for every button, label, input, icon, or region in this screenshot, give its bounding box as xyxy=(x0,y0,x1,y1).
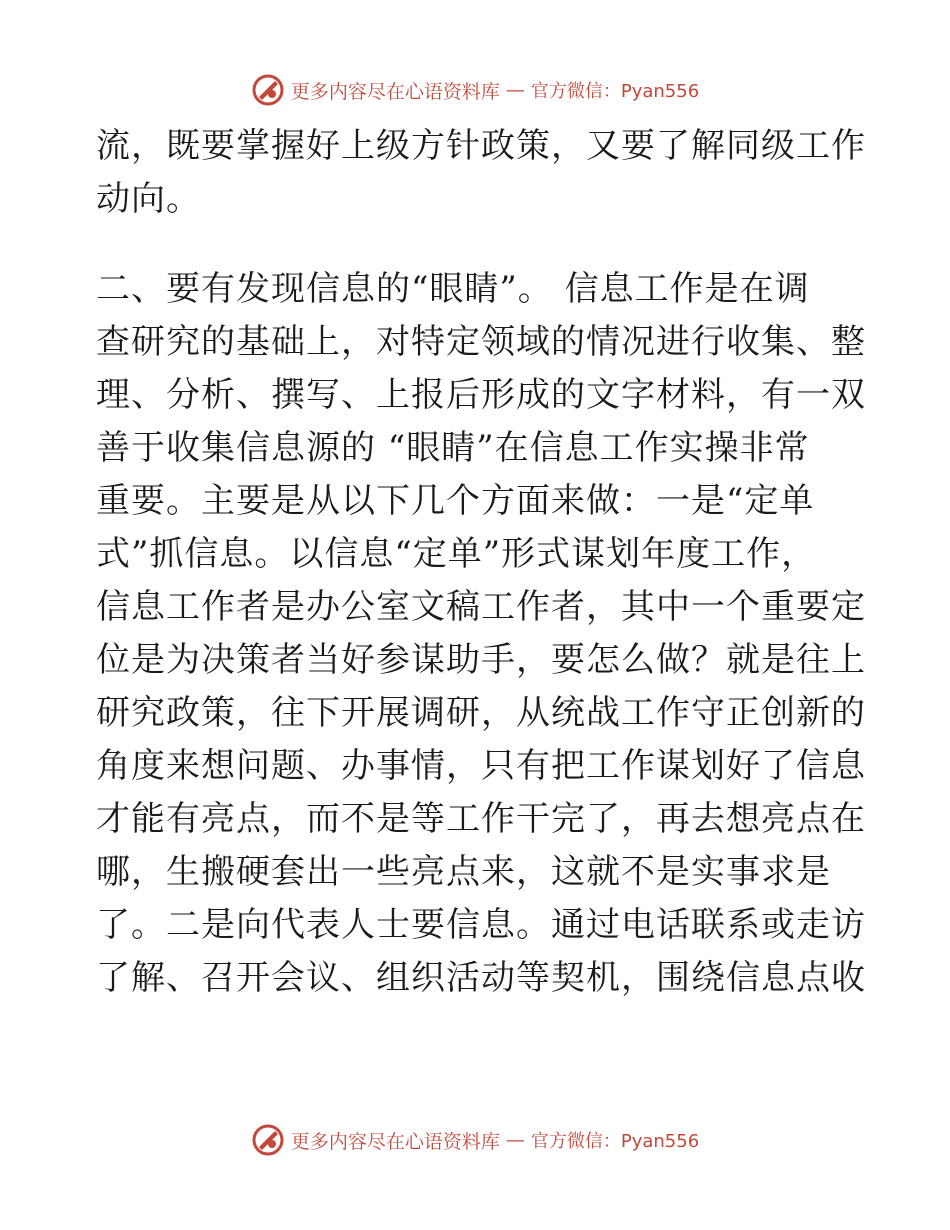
watermark-separator: — xyxy=(505,79,525,101)
text-line: 才能有亮点，而不是等工作干完了，再去想亮点在 xyxy=(96,799,866,839)
text-line: 了解、召开会议、组织活动等契机，围绕信息点收 xyxy=(96,958,866,998)
text-line: 理、分析、撰写、上报后形成的文字材料，有一双 xyxy=(96,375,866,415)
text-line: 了。二是向代表人士要信息。通过电话联系或走访 xyxy=(96,905,866,945)
watermark-contact: 官方微信：Pyan556 xyxy=(530,81,700,102)
text-line: 流，既要掌握好上级方针政策，又要了解同级工作 xyxy=(96,126,866,166)
text-line: 信息工作者是办公室文稿工作者，其中一个重要定 xyxy=(96,587,866,627)
paragraph-1 xyxy=(96,120,866,226)
header-watermark xyxy=(0,70,950,110)
watermark-separator: — xyxy=(505,1129,525,1151)
text-line: 式”抓信息。以信息“定单”形式谋划年度工作， xyxy=(96,534,817,574)
text-line: 重要。主要是从以下几个方面来做：一是“定单 xyxy=(96,481,815,521)
text-line: 研究政策，往下开展调研，从统战工作守正创新的 xyxy=(96,693,866,733)
text-line: 位是为决策者当好参谋助手，要怎么做？就是往上 xyxy=(96,640,866,680)
text-line: 二、要有发现信息的“眼睛”。 信息工作是在调 xyxy=(96,269,810,309)
watermark-contact: 官方微信：Pyan556 xyxy=(530,1131,700,1152)
footer-watermark xyxy=(0,1120,950,1160)
paragraph-gap xyxy=(96,226,856,263)
text-line: 善于收集信息源的 “眼睛”在信息工作实操非常 xyxy=(96,428,810,468)
text-line: 动向。 xyxy=(96,179,201,219)
watermark-logo-icon xyxy=(251,1123,285,1157)
text-line: 角度来想问题、办事情，只有把工作谋划好了信息 xyxy=(96,746,866,786)
watermark-text: 更多内容尽在心语资料库 xyxy=(290,1130,500,1153)
paragraph-2 xyxy=(96,263,866,1005)
watermark-text: 更多内容尽在心语资料库 xyxy=(290,80,500,103)
text-line: 查研究的基础上，对特定领域的情况进行收集、整 xyxy=(96,322,866,362)
document-body xyxy=(96,120,866,1005)
text-line: 哪，生搬硬套出一些亮点来，这就不是实事求是 xyxy=(96,852,831,892)
watermark-logo-icon xyxy=(251,73,285,107)
